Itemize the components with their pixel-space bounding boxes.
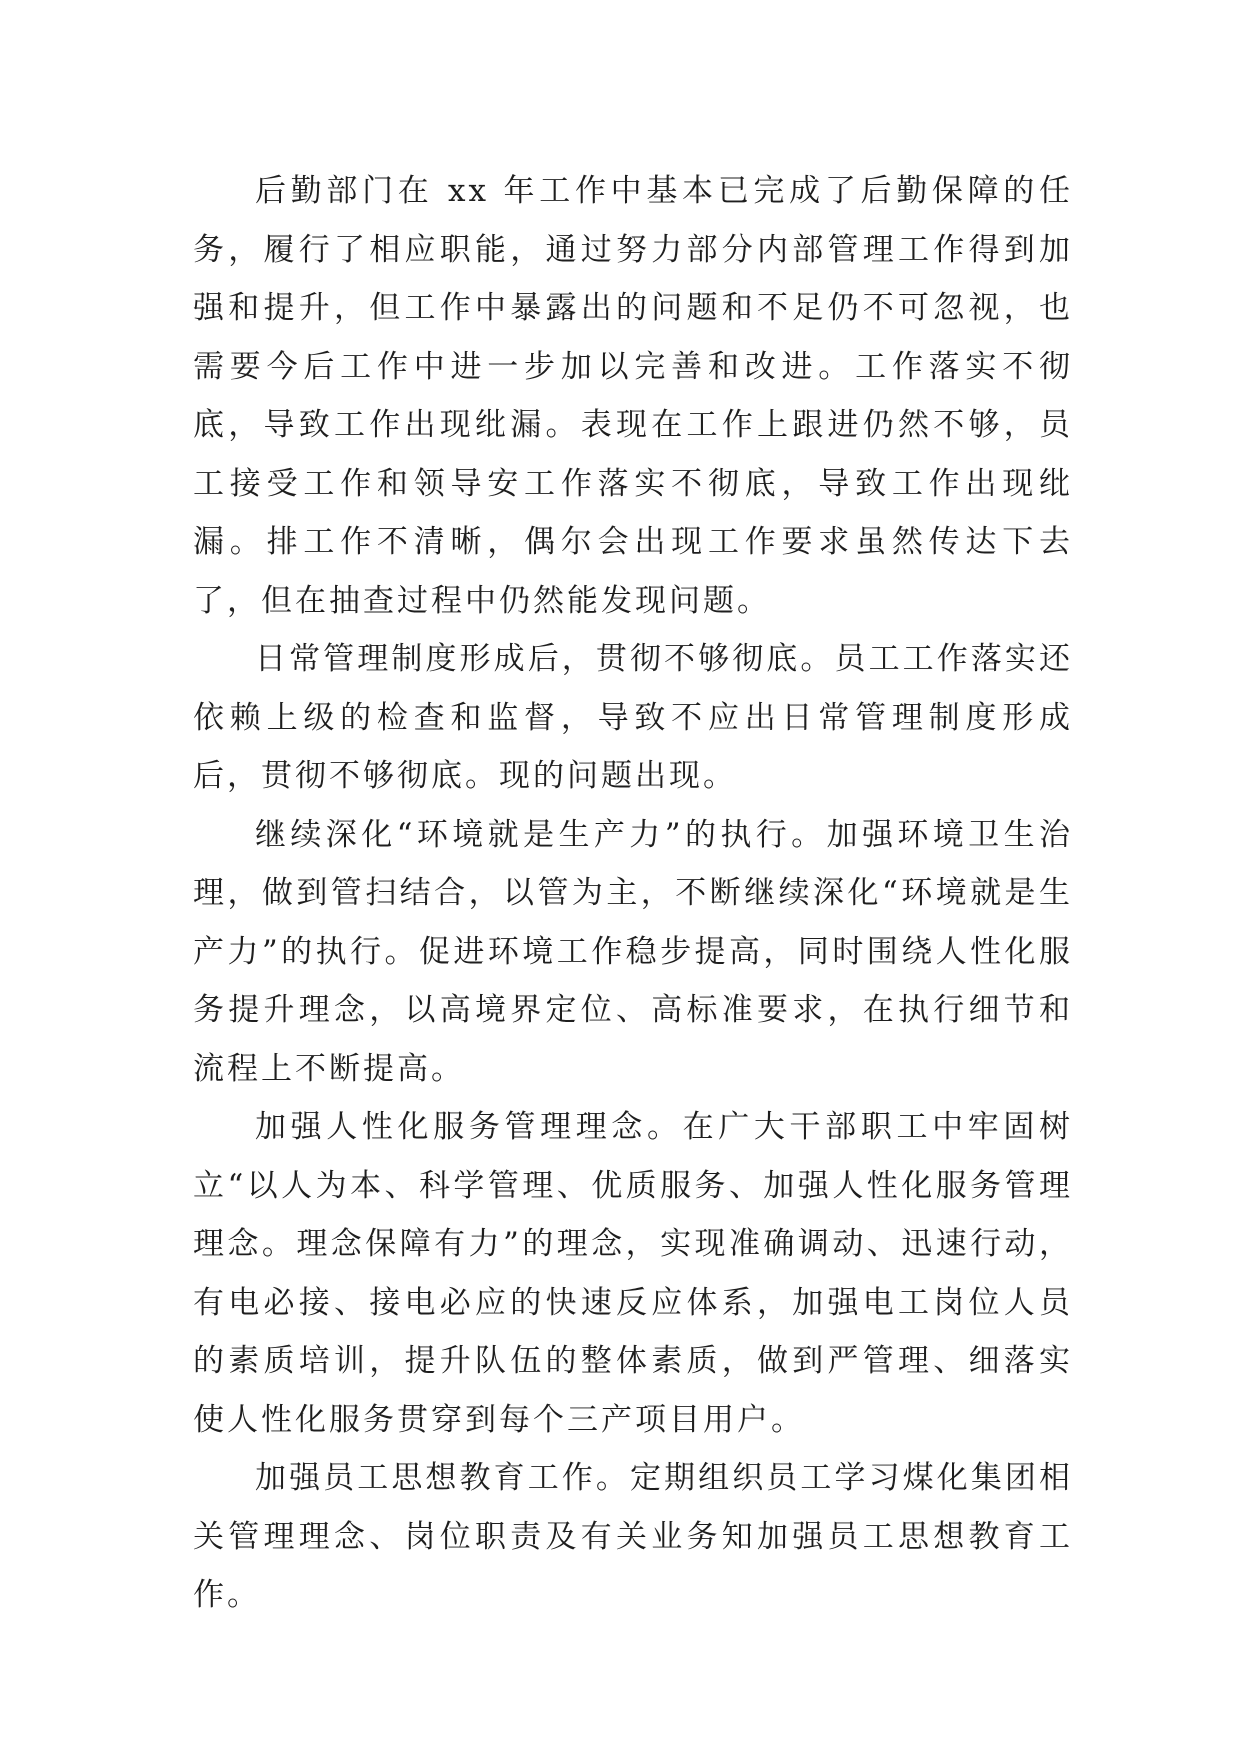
paragraph-4: 加强人性化服务管理理念。在广大干部职工中牢固树立“以人为本、科学管理、优质服务、加强人性化服务管理理念。理念保障有力”的理念，实现准确调动、迅速行动，有电必接、接电必应的快速反应体系，加强电工岗位人员的素质培训，提升队伍的整体素质，做到严管理、细落实使人性化服务贯穿到每个三产项目用户。: [193, 1109, 1073, 1438]
paragraph-2: 日常管理制度形成后，贯彻不够彻底。员工工作落实还依赖上级的检查和监督，导致不应出日常管理制度形成后，贯彻不够彻底。现的问题出现。: [193, 641, 1073, 794]
paragraph-5: 加强员工思想教育工作。定期组织员工学习煤化集团相关管理理念、岗位职责及有关业务知加强员工思想教育工作。: [193, 1460, 1073, 1613]
paragraph-1: 后勤部门在 xx 年工作中基本已完成了后勤保障的任务，履行了相应职能，通过努力部分内部管理工作得到加强和提升，但工作中暴露出的问题和不足仍不可忽视，也需要今后工作中进一步加以完善和改进。工作落实不彻底，导致工作出现纰漏。表现在工作上跟进仍然不够，员工接受工作和领导安工作落实不彻底，导致工作出现纰漏。排工作不清晰，偶尔会出现工作要求虽然传达下去了，但在抽查过程中仍然能发现问题。: [193, 173, 1073, 619]
paragraph-3: 继续深化“环境就是生产力”的执行。加强环境卫生治理，做到管扫结合，以管为主，不断继续深化“环境就是生产力”的执行。促进环境工作稳步提高，同时围绕人性化服务提升理念，以高境界定位、高标准要求，在执行细节和流程上不断提高。: [193, 816, 1073, 1087]
document-body: [193, 162, 1073, 1625]
